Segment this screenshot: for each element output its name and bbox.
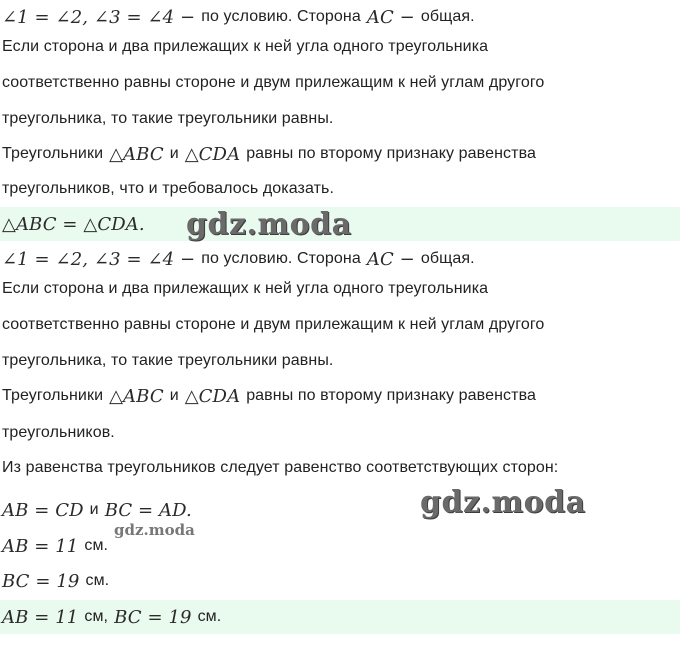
theorem-line-6: треугольника, то такие треугольники равны. bbox=[2, 352, 334, 369]
theorem-line-1: Если сторона и два прилежащих к ней угла одного треугольника bbox=[2, 38, 489, 55]
angle-equality-math: ∠1 = ∠2, ∠3 = ∠4 − bbox=[2, 6, 196, 28]
watermark-small: gdz.moda bbox=[114, 521, 195, 539]
ab-unit-text: см. bbox=[84, 537, 109, 554]
and-text-3: и bbox=[89, 501, 99, 518]
triangles-line-2 bbox=[2, 379, 680, 413]
theorem-line-2: соответственно равны стороне и двум прилежащим к ней углам другого bbox=[2, 74, 545, 91]
side-ac-math-2: AC − bbox=[366, 248, 415, 270]
side-ac-math: AC − bbox=[366, 6, 415, 28]
watermark-top: gdz.moda bbox=[186, 207, 352, 242]
condition-line-1 bbox=[2, 0, 680, 34]
equal-by-criterion-text-2: равны по второму признаку равенства bbox=[246, 387, 536, 404]
angle-equality-math-2: ∠1 = ∠2, ∠3 = ∠4 − bbox=[2, 248, 196, 270]
triangles-line bbox=[2, 137, 680, 171]
bc-ad-math: BC = AD. bbox=[104, 499, 192, 521]
sides-equality-line: Из равенства треугольников следует равенство соответствующих сторон: bbox=[2, 459, 559, 476]
theorem-line-4: Если сторона и два прилежащих к ней угла одного треугольника bbox=[2, 280, 489, 297]
triangles-text-2: Треугольники bbox=[2, 387, 104, 404]
condition-line-2 bbox=[2, 242, 680, 276]
answer-ab-unit: см, bbox=[84, 608, 109, 625]
triangles-end-line: треугольников. bbox=[2, 424, 115, 441]
and-text: и bbox=[169, 145, 179, 162]
answer-bc-unit: см. bbox=[197, 608, 222, 625]
answer-block-2 bbox=[0, 600, 680, 634]
ab-cd-math: AB = CD bbox=[2, 499, 84, 521]
triangle-abc-math-2: △ABC bbox=[109, 385, 164, 407]
theorem-line-3: треугольника, то такие треугольники равны. bbox=[2, 110, 334, 127]
answer-bc-math: BC = 19 bbox=[114, 606, 192, 628]
triangle-cda-math: △CDA bbox=[184, 143, 241, 165]
bc-value-line bbox=[2, 564, 680, 598]
condition-text: по условию. Сторона bbox=[201, 8, 361, 25]
equal-by-criterion-text: равны по второму признаку равенства bbox=[246, 145, 536, 162]
condition-text-2: по условию. Сторона bbox=[201, 250, 361, 267]
triangle-abc-math: △ABC bbox=[109, 143, 164, 165]
triangle-cda-math-2: △CDA bbox=[184, 385, 241, 407]
answer-math-1: △ABC = △CDA. bbox=[2, 213, 145, 235]
bc-value-math: BC = 19 bbox=[2, 570, 80, 592]
common-text-2: общая. bbox=[420, 250, 475, 267]
bc-unit-text: см. bbox=[85, 572, 110, 589]
answer-ab-math: AB = 11 bbox=[2, 606, 79, 628]
and-text-2: и bbox=[169, 387, 179, 404]
common-text: общая. bbox=[420, 8, 475, 25]
ab-value-line bbox=[2, 529, 680, 563]
watermark-middle: gdz.moda bbox=[420, 485, 586, 520]
conclusion-line: треугольников, что и требовалось доказать. bbox=[2, 180, 335, 197]
triangles-text: Треугольники bbox=[2, 145, 104, 162]
theorem-line-5: соответственно равны стороне и двум прилежащим к ней углам другого bbox=[2, 316, 545, 333]
ab-value-math: AB = 11 bbox=[2, 535, 79, 557]
